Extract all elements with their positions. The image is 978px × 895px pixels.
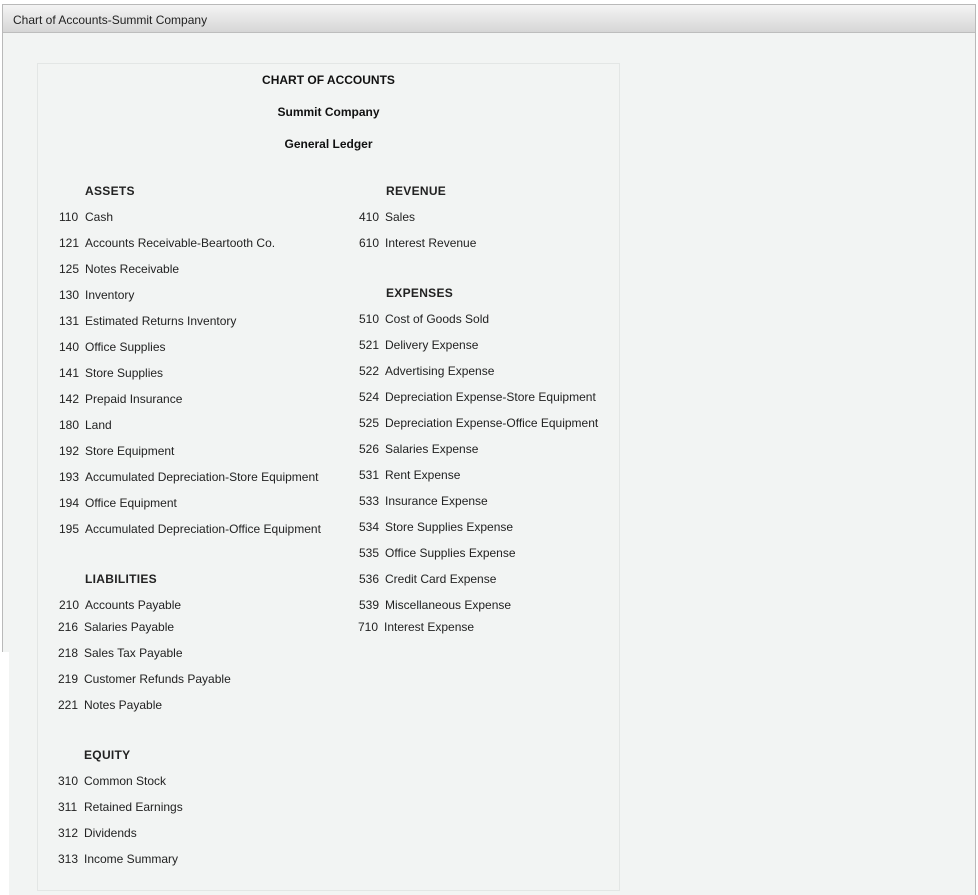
account-number: 510 xyxy=(359,312,380,326)
account-number: 125 xyxy=(59,262,80,276)
account-name: Office Supplies xyxy=(85,340,166,354)
account-name: Cash xyxy=(85,210,114,224)
account-number: 312 xyxy=(58,826,79,840)
account-number: 534 xyxy=(359,520,380,534)
account-number: 410 xyxy=(359,210,380,224)
account-number: 531 xyxy=(359,468,380,482)
account-number: 536 xyxy=(359,572,380,586)
account-row xyxy=(58,698,162,712)
account-number: 219 xyxy=(58,672,79,686)
account-name: Sales Tax Payable xyxy=(84,646,183,660)
account-name: Accumulated Depreciation-Store Equipment xyxy=(85,470,319,484)
account-row xyxy=(59,470,318,484)
account-name: Income Summary xyxy=(84,852,179,866)
account-number: 180 xyxy=(59,418,80,432)
account-row xyxy=(58,646,183,660)
account-name: Dividends xyxy=(84,826,137,840)
account-name: Land xyxy=(85,418,112,432)
equity-heading: EQUITY xyxy=(84,748,131,762)
account-name: Rent Expense xyxy=(385,468,461,482)
account-row xyxy=(359,312,489,326)
account-name: Store Supplies xyxy=(85,366,164,380)
account-row xyxy=(359,520,513,534)
account-row xyxy=(58,826,137,840)
account-row xyxy=(359,416,598,430)
account-name: Notes Payable xyxy=(84,698,163,712)
account-number: 131 xyxy=(59,314,80,328)
window-title: Chart of Accounts-Summit Company xyxy=(13,13,208,27)
account-number: 216 xyxy=(58,620,79,634)
account-number: 121 xyxy=(59,236,80,250)
account-row xyxy=(59,418,112,432)
account-row xyxy=(358,620,474,634)
account-row xyxy=(359,468,460,482)
account-number: 142 xyxy=(59,392,80,406)
account-number: 130 xyxy=(59,288,80,302)
account-row xyxy=(59,496,177,510)
account-name: Store Supplies Expense xyxy=(385,520,514,534)
account-number: 526 xyxy=(359,442,380,456)
account-number: 195 xyxy=(59,522,80,536)
account-row xyxy=(59,598,181,612)
account-name: Accounts Payable xyxy=(85,598,182,612)
account-name: Prepaid Insurance xyxy=(85,392,183,406)
account-row xyxy=(59,340,166,354)
account-name: Sales xyxy=(385,210,416,224)
account-name: Depreciation Expense-Store Equipment xyxy=(385,390,596,404)
account-number: 710 xyxy=(358,620,379,634)
revenue-heading: REVENUE xyxy=(386,184,447,198)
account-row xyxy=(59,392,182,406)
account-number: 310 xyxy=(58,774,79,788)
account-name: Miscellaneous Expense xyxy=(385,598,512,612)
account-name: Cost of Goods Sold xyxy=(385,312,490,326)
ledger-name: General Ledger xyxy=(284,137,373,151)
account-row xyxy=(59,210,113,224)
account-number: 218 xyxy=(58,646,79,660)
account-name: Accumulated Depreciation-Office Equipment xyxy=(85,522,321,536)
account-number: 524 xyxy=(359,390,380,404)
account-row xyxy=(59,314,236,328)
account-number: 311 xyxy=(58,800,78,814)
account-row xyxy=(58,620,174,634)
account-name: Office Supplies Expense xyxy=(385,546,516,560)
account-number: 522 xyxy=(359,364,380,378)
account-row xyxy=(359,442,478,456)
account-row xyxy=(58,774,166,788)
account-name: Common Stock xyxy=(84,774,167,788)
company-name: Summit Company xyxy=(277,105,380,119)
account-number: 539 xyxy=(359,598,380,612)
account-number: 140 xyxy=(59,340,80,354)
account-name: Inventory xyxy=(85,288,135,302)
window-edge-gap xyxy=(0,652,9,895)
account-row xyxy=(359,236,476,250)
account-number: 210 xyxy=(59,598,80,612)
account-row xyxy=(359,338,478,352)
account-number: 141 xyxy=(59,366,80,380)
account-name: Estimated Returns Inventory xyxy=(85,314,237,328)
account-row xyxy=(59,522,321,536)
account-row xyxy=(359,210,415,224)
account-name: Delivery Expense xyxy=(385,338,479,352)
account-row xyxy=(58,852,178,866)
account-number: 521 xyxy=(359,338,380,352)
account-row xyxy=(59,288,134,302)
account-row xyxy=(59,366,163,380)
account-name: Insurance Expense xyxy=(385,494,488,508)
account-name: Store Equipment xyxy=(85,444,175,458)
account-name: Advertising Expense xyxy=(385,364,495,378)
account-number: 221 xyxy=(58,698,79,712)
account-number: 193 xyxy=(59,470,80,484)
account-number: 313 xyxy=(58,852,79,866)
account-number: 194 xyxy=(59,496,80,510)
account-name: Salaries Payable xyxy=(84,620,175,634)
account-name: Interest Expense xyxy=(384,620,475,634)
account-row xyxy=(359,390,596,404)
account-name: Accounts Receivable-Beartooth Co. xyxy=(85,236,276,250)
assets-heading: ASSETS xyxy=(85,184,135,198)
account-number: 192 xyxy=(59,444,80,458)
account-row xyxy=(59,444,174,458)
account-name: Depreciation Expense-Office Equipment xyxy=(385,416,599,430)
window-titlebar xyxy=(3,5,975,33)
account-row xyxy=(58,800,183,814)
account-number: 535 xyxy=(359,546,380,560)
expenses-heading: EXPENSES xyxy=(386,286,454,300)
account-name: Salaries Expense xyxy=(385,442,479,456)
account-row xyxy=(359,598,511,612)
account-row xyxy=(359,572,496,586)
account-number: 533 xyxy=(359,494,380,508)
account-name: Notes Receivable xyxy=(85,262,180,276)
account-name: Interest Revenue xyxy=(385,236,477,250)
account-row xyxy=(359,364,494,378)
account-name: Customer Refunds Payable xyxy=(84,672,231,686)
account-row xyxy=(59,262,179,276)
account-row xyxy=(359,494,488,508)
account-row xyxy=(359,546,516,560)
account-name: Credit Card Expense xyxy=(385,572,497,586)
account-number: 110 xyxy=(59,210,79,224)
account-name: Office Equipment xyxy=(85,496,177,510)
account-name: Retained Earnings xyxy=(84,800,183,814)
chart-title: CHART OF ACCOUNTS xyxy=(262,73,395,87)
liabilities-heading: LIABILITIES xyxy=(85,572,157,586)
account-number: 525 xyxy=(359,416,380,430)
account-row xyxy=(58,672,231,686)
account-number: 610 xyxy=(359,236,380,250)
account-row xyxy=(59,236,275,250)
